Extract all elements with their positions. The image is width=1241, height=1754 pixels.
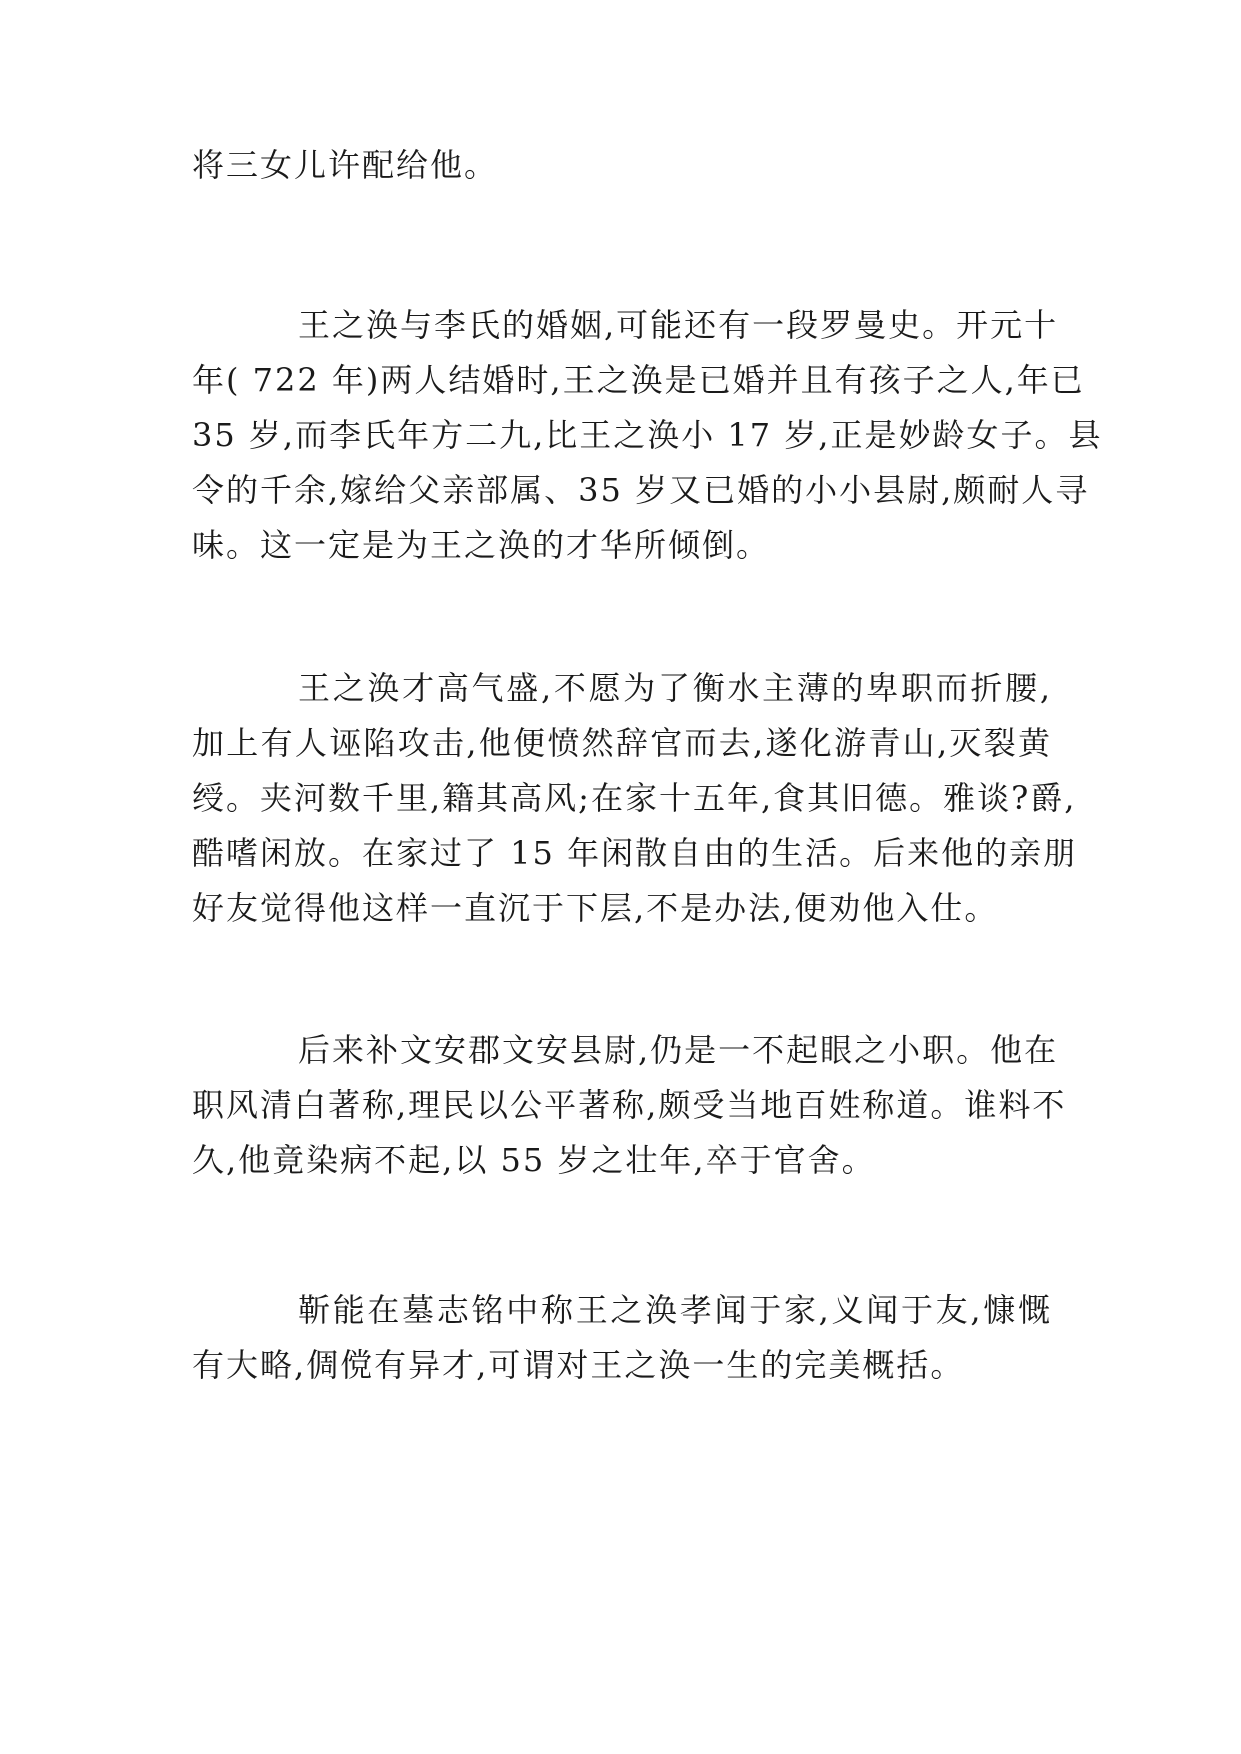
paragraph-3-line-3: 绶。夹河数千里,籍其高风;在家十五年,食其旧德。雅谈?爵, [192, 779, 1077, 817]
paragraph-4-line-1: 后来补文安郡文安县尉,仍是一不起眼之小职。他在 [298, 1031, 1059, 1069]
paragraph-1-line-1: 将三女儿许配给他。 [192, 146, 499, 184]
paragraph-2-line-3: 35 岁,而李氏年方二九,比王之涣小 17 岁,正是妙龄女子。县 [192, 416, 1103, 454]
paragraph-3-line-5: 好友觉得他这样一直沉于下层,不是办法,便劝他入仕。 [192, 889, 999, 927]
paragraph-2-line-2: 年( 722 年)两人结婚时,王之涣是已婚并且有孩子之人,年已 [192, 361, 1085, 399]
paragraph-4-line-2: 职风清白著称,理民以公平著称,颇受当地百姓称道。谁料不 [192, 1086, 1067, 1124]
paragraph-3-line-2: 加上有人诬陷攻击,他便愤然辞官而去,遂化游青山,灭裂黄 [192, 724, 1052, 762]
paragraph-2-line-4: 令的千余,嫁给父亲部属、35 岁又已婚的小小县尉,颇耐人寻 [192, 471, 1090, 509]
paragraph-4-line-3: 久,他竟染病不起,以 55 岁之壮年,卒于官舍。 [192, 1141, 876, 1179]
paragraph-3-line-1: 王之涣才高气盛,不愿为了衡水主薄的卑职而折腰, [298, 669, 1052, 707]
paragraph-2-line-5: 味。这一定是为王之涣的才华所倾倒。 [192, 526, 771, 564]
paragraph-2-line-1: 王之涣与李氏的婚姻,可能还有一段罗曼史。开元十 [298, 306, 1059, 344]
paragraph-5-line-1: 靳能在墓志铭中称王之涣孝闻于家,义闻于友,慷慨 [298, 1291, 1052, 1329]
paragraph-5-line-2: 有大略,倜傥有异才,可谓对王之涣一生的完美概括。 [192, 1346, 965, 1384]
paragraph-3-line-4: 酷嗜闲放。在家过了 15 年闲散自由的生活。后来他的亲朋 [192, 834, 1078, 872]
